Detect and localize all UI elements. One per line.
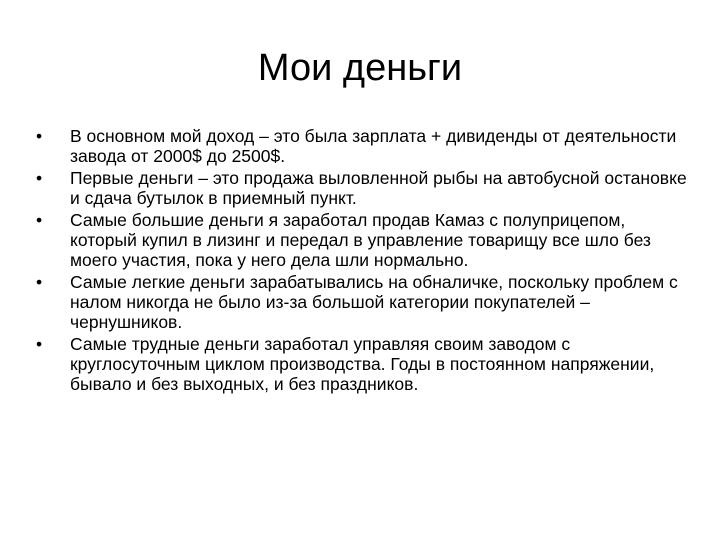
slide-title: Мои деньги	[257, 47, 463, 89]
bullet-list	[36, 126, 696, 396]
bullet-icon: •	[36, 272, 43, 292]
list-item	[36, 168, 696, 208]
bullet-text: Первые деньги – это продажа выловленной рыбы на автобусной остановке и сдача бутылок в приемный пункт.	[70, 168, 687, 208]
bullet-icon: •	[36, 210, 43, 230]
bullet-text: Самые большие деньги я заработал продав Камаз с полуприцепом, который купил в лизинг и передал в управление товарищу все шло без моего участия, пока у него дела шли нормально.	[70, 210, 651, 270]
bullet-icon: •	[36, 126, 43, 146]
list-item	[36, 126, 696, 166]
bullet-text: Самые легкие деньги зарабатывались на обналичке, поскольку проблем с налом никогда не было из-за большой категории покупателей – чернушников.	[70, 272, 678, 332]
bullet-icon: •	[36, 334, 43, 354]
list-item	[36, 334, 696, 394]
bullet-text: Самые трудные деньги заработал управляя своим заводом с круглосуточным циклом производства. Годы в постоянном напряжении, бывало и без выходных, и без праздников.	[70, 334, 655, 394]
bullet-text: В основном мой доход – это была зарплата + дивиденды от деятельности завода от 2000$ до 2500$.	[70, 126, 677, 166]
list-item	[36, 210, 696, 270]
bullet-icon: •	[36, 168, 43, 188]
list-item	[36, 272, 696, 332]
